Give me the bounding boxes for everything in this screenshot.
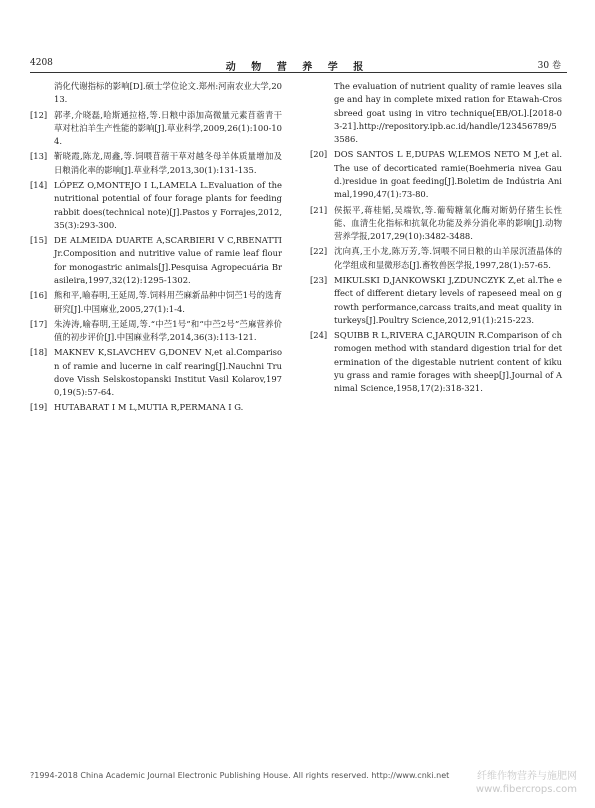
reference-text: HUTABARAT I M L,MUTIA R,PERMANA I G. (54, 402, 244, 413)
reference-number: [18] (30, 347, 48, 358)
reference-item (30, 150, 282, 177)
reference-number: [22] (310, 246, 328, 257)
watermark-line-2: www.fibercrops.com (475, 784, 577, 795)
reference-number: [20] (310, 149, 328, 160)
reference-text: 熊和平,喻春明,王延周,等.饲料用苎麻新品种中饲苎1号的选育研究[J].中国麻业,2005,27(1):1-4. (54, 290, 282, 314)
reference-item (30, 80, 282, 107)
reference-number: [16] (30, 290, 48, 301)
reference-number: [14] (30, 179, 48, 190)
reference-text: The evaluation of nutrient quality of ramie leaves silage and hay in complete mixed ration for Etawah-Crossbreed goat using in vitro technique[EB/OL].[2018-03-21].http://repository.ipb.ac.id/handle/123456789/53586. (334, 81, 562, 145)
reference-text: 靳晓霞,陈龙,周鑫,等.饲喂苜蓿干草对越冬母羊体质量增加及日粮消化率的影响[J].草业科学,2013,30(1):131-135. (54, 151, 282, 175)
reference-item (310, 80, 562, 146)
reference-item (30, 289, 282, 316)
reference-number: [17] (30, 318, 48, 329)
reference-number: [12] (30, 109, 48, 120)
reference-item (310, 148, 562, 201)
header-rule (30, 72, 567, 73)
reference-number: [24] (310, 330, 328, 341)
reference-text: 朱涛涛,喻春明,王延周,等.“中苎1号”和“中苎2号”苎麻营养价值的初步评价[J].中国麻业科学,2014,36(3):113-121. (54, 318, 282, 343)
reference-item (30, 109, 282, 149)
reference-text: MAKNEV K,SLAVCHEV G,DONEV N,et al.Comparison of ramie and lucerne in calf rearing[J].Nauchni Trudove Vissh Selskostopanski Institut Vasil Kolarov,1970,19(5):57-64. (54, 347, 282, 398)
reference-number: [19] (30, 402, 48, 413)
reference-item (310, 204, 562, 244)
copyright-footer: ?1994-2018 China Academic Journal Electronic Publishing House. All rights reserved. http://www.cnki.net (30, 771, 450, 780)
reference-text: 沈向真,王小龙,陈万芳,等.饲喂不同日粮的山羊尿沉渣晶体的化学组成和显微形态[J].畜牧兽医学报,1997,28(1):57-65. (334, 246, 562, 270)
reference-text: DE ALMEIDA DUARTE A,SCARBIERI V C,RBENATTI Jr.Composition and nutritive value of ramie leaf flour for monogastric animals[J].Pesquisa Agropecuária Brasileira,1997,32(12):1295-1302. (54, 235, 282, 285)
reference-text: LÓPEZ O,MONTEJO I L,LAMELA L.Evaluation of the nutritional potential of four forage plants for feeding rabbit does(technical note)[J].Pastos y Forrajes,2012,35(3):293-300. (54, 179, 282, 230)
reference-item (310, 329, 562, 395)
right-reference-column (310, 80, 562, 397)
reference-item (30, 234, 282, 287)
reference-item (30, 401, 282, 414)
watermark (476, 770, 577, 796)
reference-item (30, 318, 282, 345)
reference-number: [21] (310, 204, 328, 215)
reference-item (30, 346, 282, 399)
reference-text: MIKULSKI D,JANKOWSKI J,ZDUNCZYK Z,et al.The effect of different dietary levels of rapeseed meal on growth performance,carcass traits,and meat quality in turkeys[J].Poultry Science,2012,91(1):215-223. (334, 274, 562, 325)
reference-number: [15] (30, 235, 48, 246)
reference-text: 消化代谢指标的影响[D].硕士学位论文.郑州:河南农业大学,2013. (54, 81, 282, 105)
reference-text: DOS SANTOS L E,DUPAS W,LEMOS NETO M J,et al.The use of decorticated ramie(Boehmeria nivea Gaud.)residue in goat feeding[J].Boletim de Indústria Animal,1990,47(1):73-80. (334, 149, 562, 200)
reference-item (310, 274, 562, 327)
reference-item (30, 179, 282, 232)
left-reference-column (30, 80, 282, 417)
reference-text: SQUIBB R L,RIVERA C,JARQUIN R.Comparison of chromogen method with standard digestion trial for determination of the digestable nutrient content of kikuyu grass and ramie forages with sheep[J].Journal of Animal Science,1958,17(2):318-321. (334, 330, 562, 394)
reference-item (310, 245, 562, 272)
reference-number: [13] (30, 151, 48, 162)
volume-label: 30 卷 (537, 61, 561, 71)
reference-text: 郭孝,介晓磊,哈斯通拉格,等.日粮中添加高微量元素苜蓿青干草对杜泊羊生产性能的影响[J].草业科学,2009,26(1):100-104. (54, 109, 283, 147)
watermark-line-1: 纤维作物营养与施肥网 (477, 771, 577, 782)
page-number: 4208 (30, 58, 53, 68)
reference-number: [23] (310, 274, 328, 285)
journal-title: 动 物 营 养 学 报 (225, 62, 370, 73)
reference-text: 侯振平,蒋桂韬,吴端钦,等.葡萄糖氧化酶对断奶仔猪生长性能、血清生化指标和抗氧化功能及养分消化率的影响[J].动物营养学报,2017,29(10):3482-3488. (334, 204, 562, 242)
